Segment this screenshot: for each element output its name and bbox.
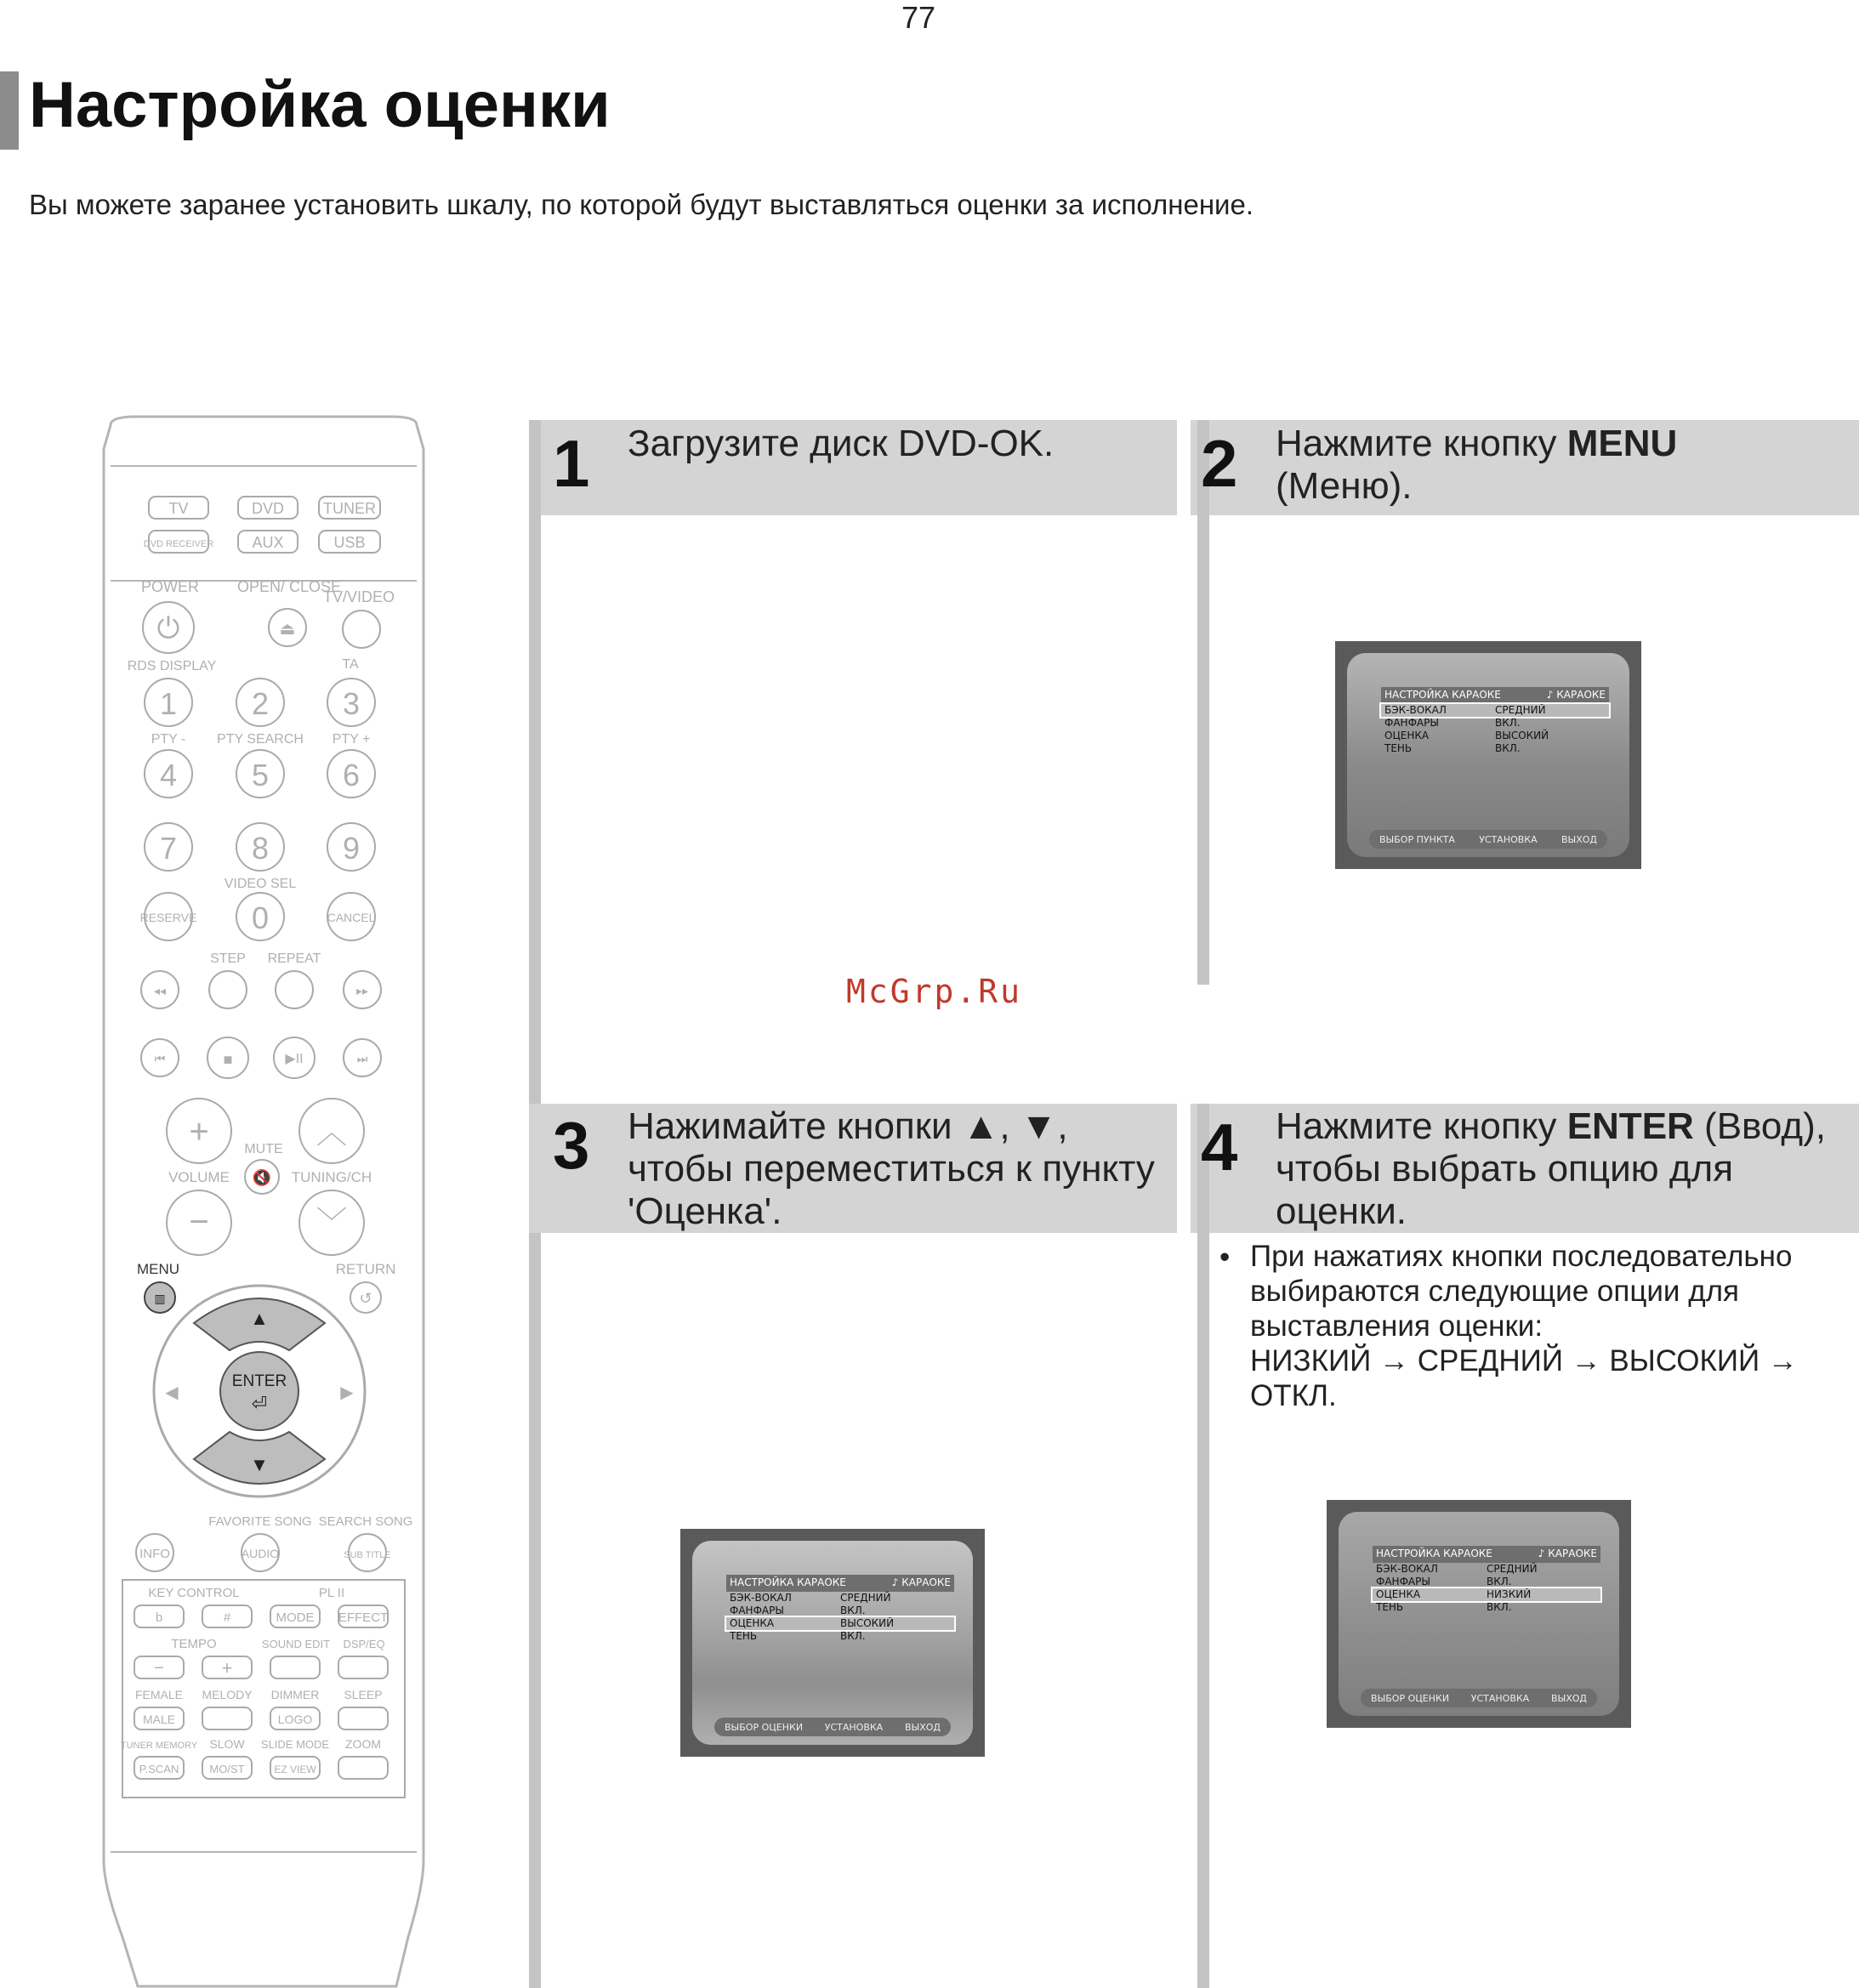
tv-screen-picture [1347, 653, 1629, 857]
rewind-icon: ◂◂ [153, 984, 167, 997]
arrow-up-icon: ▲ [250, 1308, 269, 1329]
digit-7-label: 7 [159, 831, 178, 866]
step-4-text-a: Нажмите кнопку [1276, 1105, 1567, 1147]
tuning-label: TUNING/CH [291, 1169, 372, 1185]
dvd-receiver-label: DVD RECEIVER [143, 539, 214, 549]
pty-plus-label: PTY + [332, 732, 371, 747]
menu-label: MENU [136, 1261, 180, 1277]
open-close-label: OPEN/ CLOSE [236, 578, 342, 595]
step-2-text-a: Нажмите кнопку [1276, 423, 1567, 464]
menu-row[interactable]: ОЦЕНКА НИЗКИЙ [1373, 1588, 1600, 1601]
tv-video-label: TV/VIDEO [322, 588, 395, 605]
key-flat-label: b [155, 1610, 163, 1625]
subtitle-label: SUB TITLE [344, 1550, 391, 1560]
video-sel-label: VIDEO SEL [224, 877, 297, 891]
mute-icon: 🔇 [252, 1169, 272, 1186]
digit-9-label: 9 [342, 831, 361, 866]
step-4-bullet-text: При нажатиях кнопки последовательно выбираются следующие опции для выставления оценки: [1250, 1240, 1793, 1343]
step-4-bullet-dot: • [1219, 1241, 1231, 1274]
tv-screen-score-select [680, 1529, 985, 1757]
menu-row[interactable]: ТЕНЬ ВКЛ. [1376, 1601, 1512, 1613]
step-2-text [1276, 423, 1837, 508]
menu-row[interactable]: ФАНФАРЫ ВКЛ. [1376, 1576, 1512, 1588]
enter-label: ENTER [231, 1372, 287, 1390]
minus-icon: − [154, 1659, 164, 1678]
step-1-number: 1 [553, 426, 590, 501]
skip-forward-icon: ⏭ [356, 1052, 368, 1065]
chevron-down-icon: ﹀ [316, 1205, 348, 1240]
aux-source-label: AUX [252, 534, 284, 551]
female-label: FEMALE [134, 1688, 184, 1701]
menu-header: НАСТРОЙКА КАРАОКЕ [730, 1576, 846, 1588]
tv-source-label: TV [168, 500, 189, 517]
fast-forward-icon: ▸▸ [355, 984, 369, 997]
karaoke-setup-menu [1373, 1546, 1600, 1614]
logo-label: LOGO [277, 1713, 313, 1726]
digit-1-label: 1 [159, 686, 178, 721]
dimmer-label: DIMMER [270, 1688, 320, 1701]
plus-icon: + [221, 1657, 233, 1678]
plus-icon: + [189, 1113, 209, 1150]
tv-screen-picture [692, 1541, 973, 1745]
page-title: Настройка оценки [29, 69, 611, 141]
rds-display-label: RDS DISPLAY [127, 659, 217, 673]
melody-label: MELODY [202, 1688, 253, 1701]
male-label: MALE [142, 1713, 176, 1726]
tuner-memory-label: TUNER MEMORY [120, 1741, 198, 1751]
key-control-label: KEY CONTROL [148, 1586, 240, 1600]
title-accent-bar [0, 71, 19, 150]
eject-icon: ⏏ [279, 620, 296, 639]
step-4-number: 4 [1201, 1110, 1238, 1184]
step-4-rule [1197, 1104, 1209, 1988]
karaoke-badge: ♪ КАРАОКЕ [1546, 689, 1606, 701]
karaoke-badge: ♪ КАРАОКЕ [891, 1576, 951, 1588]
mode-label: MODE [276, 1610, 315, 1625]
menu-row[interactable]: ТЕНЬ ВКЛ. [1384, 742, 1521, 754]
dsp-eq-label: DSP/EQ [343, 1638, 385, 1650]
remote-body [104, 417, 424, 1986]
pty-minus-label: PTY - [151, 732, 186, 747]
digit-8-label: 8 [251, 831, 270, 866]
mute-label: MUTE [244, 1142, 283, 1156]
digit-5-label: 5 [251, 758, 270, 792]
pl2-label: PL II [318, 1586, 345, 1600]
search-song-label: SEARCH SONG [318, 1514, 413, 1529]
pscan-label: P.SCAN [139, 1763, 179, 1775]
skip-back-icon: ⏮ [154, 1052, 166, 1065]
step-3-number: 3 [553, 1108, 590, 1183]
menu-row[interactable]: БЭК-ВОКАЛ СРЕДНИЙ [730, 1592, 891, 1604]
return-icon: ↺ [359, 1290, 372, 1307]
step-2-rule [1197, 420, 1209, 985]
menu-header: НАСТРОЙКА КАРАОКЕ [1384, 689, 1501, 701]
arrow-down-icon: ▼ [250, 1454, 269, 1475]
mo-st-label: MO/ST [209, 1763, 245, 1775]
step-2-number: 2 [1201, 426, 1238, 501]
sleep-label: SLEEP [344, 1688, 383, 1701]
menu-row[interactable]: БЭК-ВОКАЛ СРЕДНИЙ [1381, 704, 1609, 717]
enter-icon: ⏎ [251, 1393, 268, 1414]
digit-3-label: 3 [342, 686, 361, 721]
dvd-source-label: DVD [251, 500, 285, 517]
page-number: 77 [901, 0, 936, 35]
step-4-bullet [1250, 1239, 1828, 1413]
step-4-text [1276, 1105, 1837, 1233]
pty-search-label: PTY SEARCH [217, 732, 304, 747]
cancel-label: CANCEL [327, 911, 376, 924]
step-label: STEP [210, 951, 246, 966]
digit-6-label: 6 [342, 758, 361, 792]
watermark: McGrp.Ru [846, 973, 1023, 1010]
repeat-label: REPEAT [267, 951, 321, 966]
karaoke-setup-menu [1381, 687, 1609, 755]
stop-icon: ■ [223, 1051, 233, 1068]
menu-row[interactable]: БЭК-ВОКАЛ СРЕДНИЙ [1376, 1563, 1538, 1575]
tv-footer: ВЫБОР ОЦЕНКИ УСТАНОВКА ВЫХОД [1361, 1689, 1597, 1707]
menu-row[interactable]: ФАНФАРЫ ВКЛ. [730, 1605, 866, 1616]
audio-label: AUDIO [241, 1547, 280, 1560]
menu-row[interactable]: ФАНФАРЫ ВКЛ. [1384, 717, 1521, 729]
favorite-song-label: FAVORITE SONG [208, 1514, 312, 1529]
tv-footer: ВЫБОР ОЦЕНКИ УСТАНОВКА ВЫХОД [714, 1718, 951, 1736]
zoom-label: ZOOM [345, 1737, 381, 1751]
ez-view-label: EZ VIEW [274, 1764, 316, 1775]
reserve-label: RESERVE [139, 911, 197, 924]
arrow-left-icon[interactable]: ◀ [165, 1383, 179, 1402]
power-label: POWER [140, 578, 200, 595]
step-2-menu-key: MENU [1566, 423, 1678, 464]
slow-label: SLOW [209, 1737, 245, 1751]
tempo-label: TEMPO [171, 1637, 217, 1651]
effect-label: EFFECT [338, 1610, 389, 1625]
step-1-text: Загрузите диск DVD-OK. [628, 423, 1055, 464]
menu-icon: ▥ [154, 1292, 166, 1305]
return-label: RETURN [335, 1261, 396, 1277]
tv-screen-picture [1339, 1512, 1619, 1716]
karaoke-setup-menu [726, 1575, 954, 1643]
chevron-up-icon: ︿ [316, 1115, 348, 1150]
tv-screen-score-low [1327, 1500, 1631, 1728]
slide-mode-label: SLIDE MODE [260, 1738, 330, 1751]
minus-icon: − [189, 1203, 209, 1241]
menu-header: НАСТРОЙКА КАРАОКЕ [1376, 1548, 1492, 1559]
power-icon: ⏻ [156, 612, 180, 645]
tuner-source-label: TUNER [323, 500, 376, 517]
usb-source-label: USB [333, 534, 366, 551]
step-4-text-c: (Ввод), чтобы выбрать опцию для оценки. [1276, 1105, 1826, 1232]
key-sharp-label: # [223, 1610, 231, 1625]
step-4-enter-key: ENTER [1566, 1105, 1694, 1147]
digit-2-label: 2 [251, 686, 270, 721]
step-4-bullet-sequence: НИЗКИЙ → СРЕДНИЙ → ВЫСОКИЙ → ОТКЛ. [1250, 1344, 1798, 1412]
menu-row[interactable]: ОЦЕНКА ВЫСОКИЙ [1384, 730, 1549, 741]
arrow-right-icon[interactable]: ▶ [340, 1383, 354, 1402]
menu-row[interactable]: ТЕНЬ ВКЛ. [730, 1630, 866, 1642]
step-2-text-c: (Меню). [1276, 465, 1413, 507]
intro-text: Вы можете заранее установить шкалу, по которой будут выставляться оценки за исполнение. [29, 189, 1254, 220]
tv-screen-menu [1335, 641, 1641, 869]
karaoke-badge: ♪ КАРАОКЕ [1538, 1548, 1597, 1559]
info-label: INFO [139, 1547, 170, 1561]
menu-row[interactable]: ОЦЕНКА ВЫСОКИЙ [726, 1617, 954, 1630]
digit-0-label: 0 [251, 900, 270, 935]
sound-edit-label: SOUND EDIT [261, 1638, 331, 1650]
play-pause-icon: ▶II [285, 1052, 304, 1066]
volume-label: VOLUME [168, 1169, 230, 1185]
step-3-text: Нажимайте кнопки ▲, ▼, чтобы переместиться к пункту 'Оценка'. [628, 1105, 1155, 1232]
digit-4-label: 4 [159, 758, 178, 792]
tv-footer: ВЫБОР ПУНКТА УСТАНОВКА ВЫХОД [1369, 830, 1607, 849]
ta-label: TA [342, 657, 359, 672]
remote-control [85, 415, 442, 1988]
enter-button[interactable] [220, 1352, 298, 1430]
